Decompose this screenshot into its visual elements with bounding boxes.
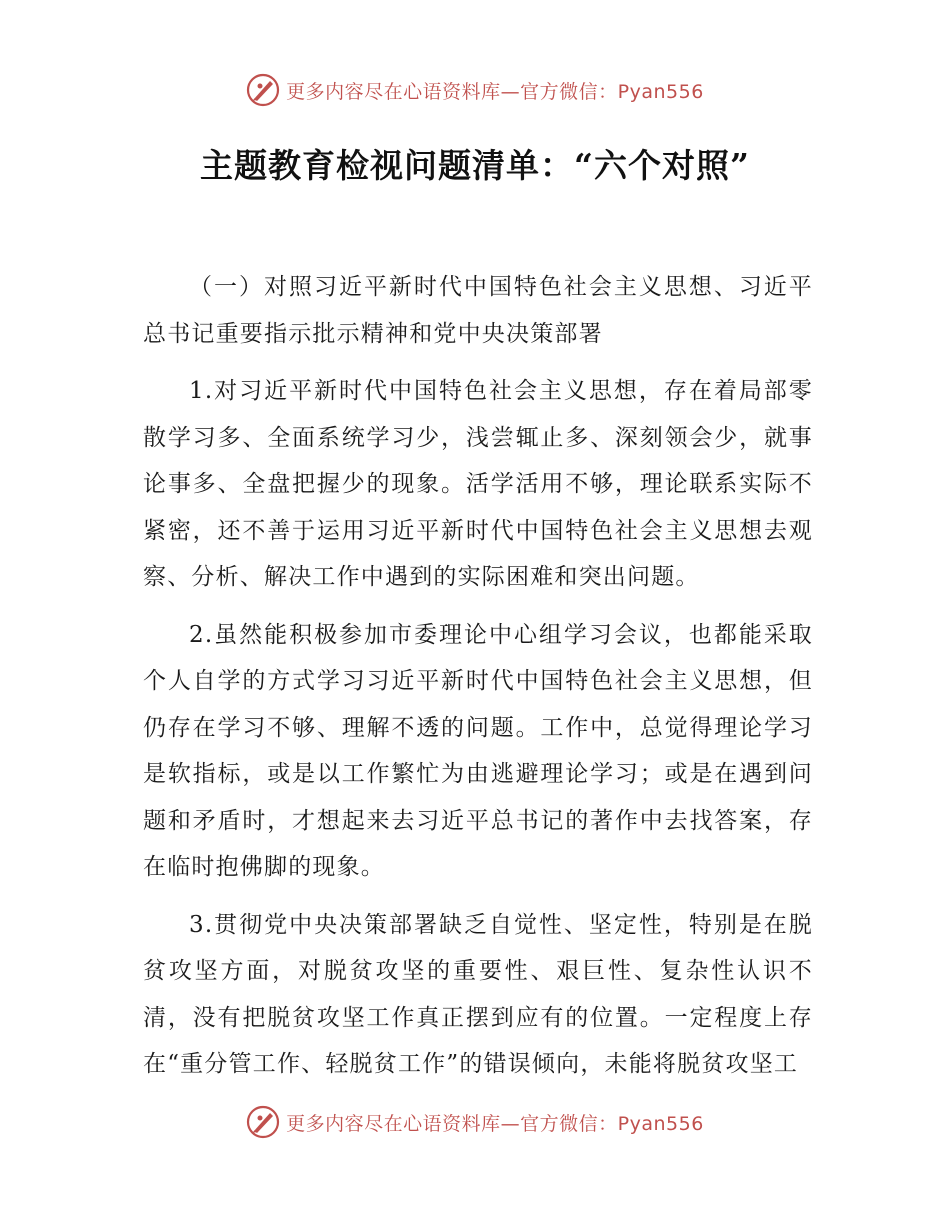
quill-pen-logo-icon — [246, 73, 280, 107]
paragraph-item-2: 2.虽然能积极参加市委理论中心组学习会议，也都能采取个人自学的方式学习习近平新时代中国特色社会主义思想，但仍存在学习不够、理解不透的问题。工作中，总觉得理论学习是软指标，或是以工作繁忙为由逃避理论学习；或是在遇到问题和矛盾时，才想起来去习近平总书记的著作中去找答案，存在临时抱佛脚的现象。 — [143, 621, 813, 880]
header-banner — [0, 70, 950, 110]
paragraph-item-3: 3.贯彻党中央决策部署缺乏自觉性、坚定性，特别是在脱贫攻坚方面，对脱贫攻坚的重要性、艰巨性、复杂性认识不清，没有把脱贫攻坚工作真正摆到应有的位置。一定程度上存在“重分管工作、轻脱贫工作”的错误倾向，未能将脱贫攻坚工 — [143, 911, 813, 1077]
section-heading: （一）对照习近平新时代中国特色社会主义思想、习近平总书记重要指示批示精神和党中央决策部署 — [143, 274, 813, 347]
page-title: 主题教育检视问题清单：“六个对照” — [200, 146, 750, 185]
quill-pen-logo-icon — [246, 1105, 280, 1139]
header-banner-text: 更多内容尽在心语资料库—官方微信：Pyan556 — [286, 80, 704, 103]
footer-banner-text: 更多内容尽在心语资料库—官方微信：Pyan556 — [286, 1112, 704, 1135]
footer-banner — [0, 1102, 950, 1142]
paragraph-item-1: 1.对习近平新时代中国特色社会主义思想，存在着局部零散学习多、全面系统学习少，浅尝辄止多、深刻领会少，就事论事多、全盘把握少的现象。活学活用不够，理论联系实际不紧密，还不善于运用习近平新时代中国特色社会主义思想去观察、分析、解决工作中遇到的实际困难和突出问题。 — [143, 378, 813, 590]
document-body — [143, 264, 813, 1099]
